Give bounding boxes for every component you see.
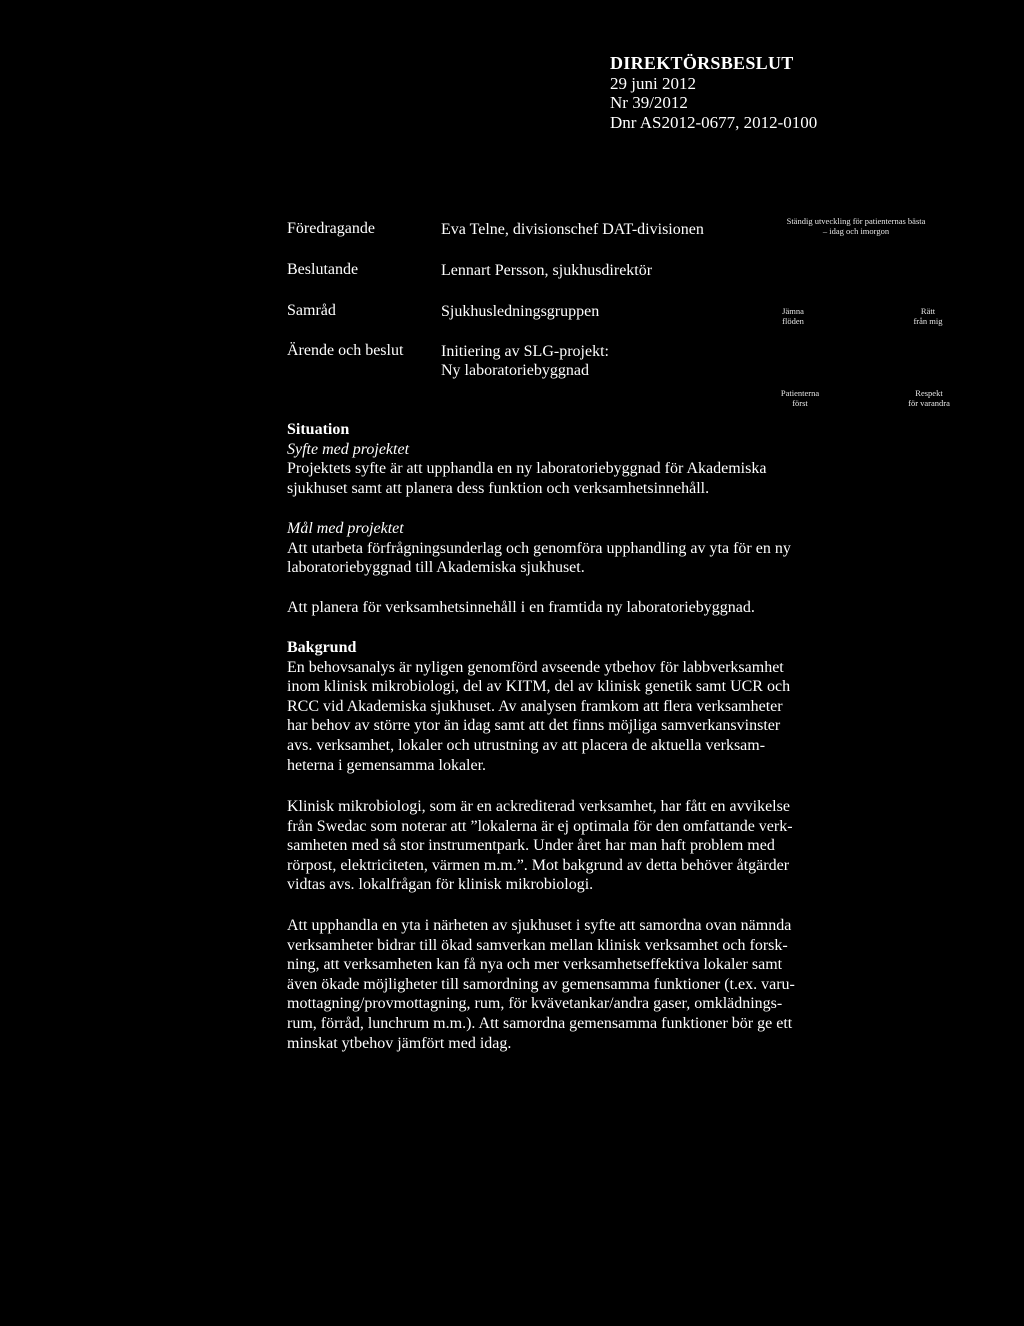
- value-arende: [441, 342, 609, 380]
- heading-mal: Mål med projektet: [287, 520, 404, 537]
- bak-p1-line-6: heterna i gemensamma lokaler.: [287, 756, 487, 774]
- bak-p2-line-5: vidtas avs. lokalfrågan för klinisk mikrobiologi.: [287, 876, 594, 894]
- value-patient-line2: först: [792, 398, 808, 408]
- bak-p3-line-3: ning, att verksamheten kan få nya och mer verksamhetseffektiva lokaler samt: [287, 956, 783, 974]
- document-date: 29 juni 2012: [610, 73, 696, 93]
- value-jamna-floden: [770, 306, 816, 326]
- value-respekt-line2: för varandra: [908, 398, 950, 408]
- section-bakgrund: [287, 638, 847, 775]
- bakgrund-paragraph-2: [287, 797, 847, 895]
- mal-line-1: Att utarbeta förfrågningsunderlag och genomföra upphandling av yta för en ny: [287, 539, 791, 557]
- bak-p1-line-5: avs. verksamhet, lokaler och utrustning av att placera de aktuella verksam-: [287, 736, 766, 754]
- bak-p3-line-5: mottagning/provmottagning, rum, för kvävetankar/andra gaser, omklädnings-: [287, 995, 783, 1013]
- value-jamna-line1: Jämna: [782, 306, 804, 316]
- document-number: Nr 39/2012: [610, 93, 688, 112]
- section-situation: [287, 420, 847, 498]
- bak-p3-line-1: Att upphandla en yta i närheten av sjukhuset i syfte att samordna ovan nämnda: [287, 917, 792, 934]
- document-title: DIREKTÖRSBESLUT: [610, 53, 794, 73]
- value-arende-line2: Ny laboratoriebyggnad: [441, 362, 589, 379]
- mal-paragraph-2: [287, 598, 847, 618]
- values-tagline: [756, 216, 956, 236]
- value-ratt-fran-mig: [898, 306, 958, 326]
- label-foredragande: Föredragande: [287, 220, 375, 237]
- bak-p3-line-2: verksamheter bidrar till ökad samverkan mellan klinisk verksamhet och forsk-: [287, 936, 788, 954]
- bak-p2-line-4: rörpost, elektriciteten, värmen m.m.”. Mot bakgrund av detta behöver åtgärder: [287, 856, 790, 874]
- bak-p1-line-4: har behov av större ytor än idag samt att det finns möjliga samverkansvinster: [287, 717, 781, 735]
- bakgrund-paragraph-3: [287, 916, 847, 1053]
- mal-p2-text: Att planera för verksamhetsinnehåll i en framtida ny laboratoriebyggnad.: [287, 599, 755, 616]
- value-patienterna-forst: [770, 388, 830, 408]
- label-samrad: Samråd: [287, 302, 336, 319]
- value-samrad: Sjukhusledningsgruppen: [441, 303, 600, 320]
- document-header: [610, 54, 817, 132]
- heading-situation: Situation: [287, 421, 350, 438]
- label-arende: Ärende och beslut: [287, 342, 404, 359]
- value-jamna-line2: flöden: [782, 316, 804, 326]
- value-respekt-for-varandra: [893, 388, 965, 408]
- syfte-line-1: Projektets syfte är att upphandla en ny laboratoriebyggnad för Akademiska: [287, 460, 767, 478]
- bak-p1-line-2: inom klinisk mikrobiologi, del av KITM, del av klinisk genetik samt UCR och: [287, 678, 791, 696]
- value-ratt-line2: från mig: [913, 316, 943, 326]
- bak-p3-line-6: rum, förråd, lunchrum m.m.). Att samordna gemensamma funktioner bör ge ett: [287, 1014, 793, 1032]
- mal-line-2: laboratoriebyggnad till Akademiska sjukhuset.: [287, 559, 585, 577]
- bak-p3-line-7: minskat ytbehov jämfört med idag.: [287, 1034, 512, 1052]
- bak-p1-line-1: En behovsanalys är nyligen genomförd avseende ytbehov för labbverksamhet: [287, 658, 784, 676]
- label-beslutande: Beslutande: [287, 261, 359, 278]
- bak-p3-line-4: även ökade möjligheter till samordning av gemensamma funktioner (t.ex. varu-: [287, 975, 795, 993]
- heading-bakgrund: Bakgrund: [287, 639, 357, 656]
- value-ratt-line1: Rätt: [920, 306, 936, 316]
- value-arende-line1: Initiering av SLG-projekt:: [441, 343, 609, 360]
- value-respekt-line1: Respekt: [915, 388, 943, 398]
- bak-p2-line-3: samheten med så stor instrumentpark. Under året har man haft problem med: [287, 837, 775, 855]
- document-dnr: Dnr AS2012-0677, 2012-0100: [610, 112, 818, 132]
- heading-syfte: Syfte med projektet: [287, 440, 410, 458]
- value-patient-line1: Patienterna: [780, 388, 820, 398]
- syfte-line-2: sjukhuset samt att planera dess funktion och verksamhetsinnehåll.: [287, 479, 710, 497]
- value-foredragande: Eva Telne, divisionschef DAT-divisionen: [441, 221, 704, 238]
- values-tagline-line2: – idag och imorgon: [822, 226, 890, 236]
- values-tagline-line1: Ständig utveckling för patienternas bästa: [786, 216, 926, 226]
- bak-p1-line-3: RCC vid Akademiska sjukhuset. Av analysen framkom att flera verksamheter: [287, 697, 783, 715]
- section-mal: [287, 519, 847, 578]
- value-beslutande: Lennart Persson, sjukhusdirektör: [441, 262, 653, 279]
- bak-p2-line-1: Klinisk mikrobiologi, som är en ackrediterad verksamhet, har fått en avvikelse: [287, 798, 790, 815]
- bak-p2-line-2: från Swedac som noterar att ”lokalerna är ej optimala för den omfattande verk-: [287, 817, 793, 835]
